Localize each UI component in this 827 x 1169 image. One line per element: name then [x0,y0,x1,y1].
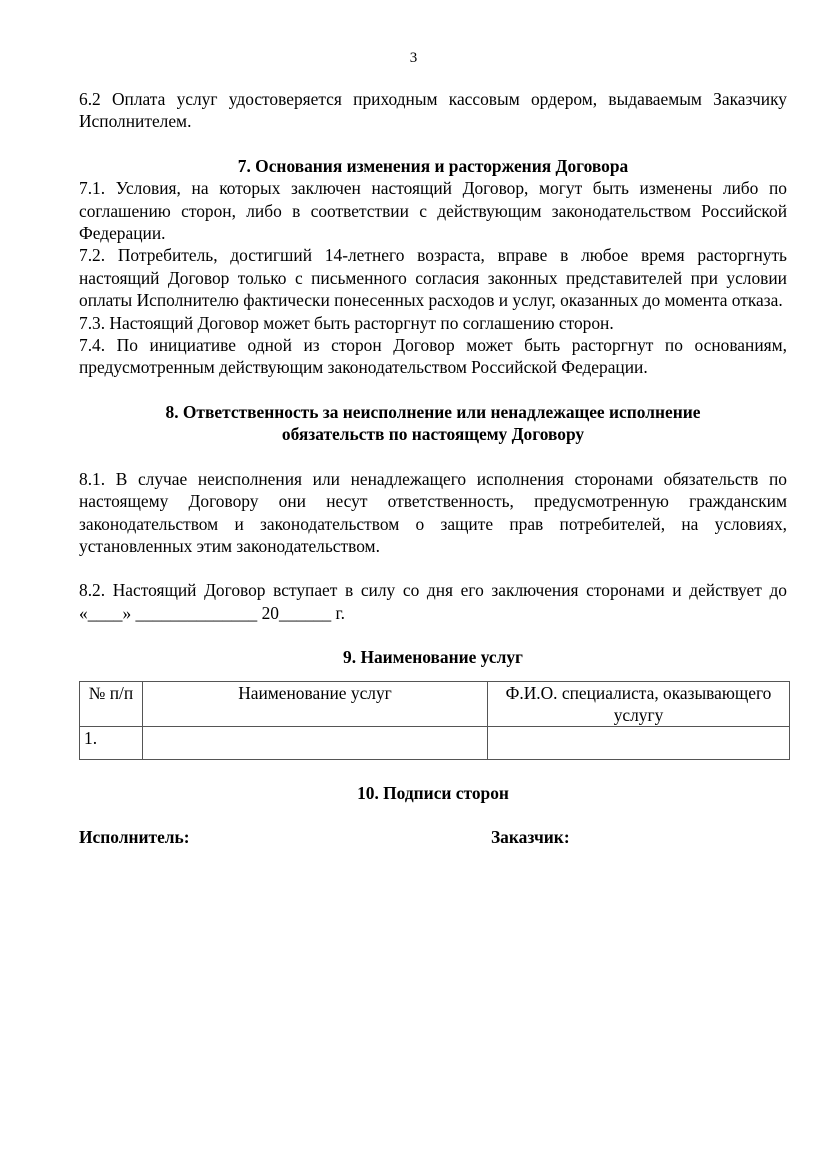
page-number: 3 [409,50,418,66]
row-specialist-cell [488,726,790,759]
table-row [80,726,790,759]
section-8-heading [79,401,787,446]
row-service-cell [143,726,488,759]
section-9-heading: 9. Наименование услуг [343,647,523,668]
executor-label: Исполнитель: [79,826,190,847]
section-8-heading-line1: 8. Ответственность за неисполнение или ненадлежащее исполнение [165,401,701,422]
section-10-heading: 10. Подписи сторон [357,782,509,803]
services-table [79,681,790,760]
customer-label: Заказчик: [491,826,570,847]
paragraph-8-1: 8.1. В случае неисполнения или ненадлежащего исполнения сторонами обязательств по настоящему Договору они несут ответственность, предусмотренную гражданским законодательством и законодательством о защите прав потребителей, на условиях, установленных этим законодательством. [79,468,787,556]
table-header-row [80,681,790,726]
header-number: № п/п [80,681,143,726]
header-service-name: Наименование услуг [143,681,488,726]
header-specialist-name: Ф.И.О. специалиста, оказывающего услугу [488,681,790,726]
paragraph-7-2: 7.2. Потребитель, достигший 14-летнего возраста, вправе в любое время расторгнуть настоящий Договор только с письменного согласия законных представителей при условии оплаты Исполнителю фактически понесенных расходов и услуг, оказанных до момента отказа. [79,245,787,311]
paragraph-7-1: 7.1. Условия, на которых заключен настоящий Договор, могут быть изменены либо по соглашению сторон, либо в соответствии с действующим законодательством Российской Федерации. [79,178,787,244]
row-number-cell: 1. [80,726,143,759]
section-7-heading: 7. Основания изменения и расторжения Договора [237,155,629,176]
document-body [79,88,787,848]
section-8-heading-line2: обязательств по настоящему Договору [281,424,585,445]
paragraph-8-2: 8.2. Настоящий Договор вступает в силу со дня его заключения сторонами и действует до «____» ______________ 20______ г. [79,580,787,623]
paragraph-7-3: 7.3. Настоящий Договор может быть расторгнут по соглашению сторон. [79,312,614,333]
paragraph-6-2: 6.2 Оплата услуг удостоверяется приходным кассовым ордером, выдаваемым Заказчику Исполнителем. [79,89,787,132]
paragraph-7-4: 7.4. По инициативе одной из сторон Договор может быть расторгнут по основаниям, предусмотренным действующим законодательством Российской Федерации. [79,335,787,378]
signatures-row [79,826,787,848]
